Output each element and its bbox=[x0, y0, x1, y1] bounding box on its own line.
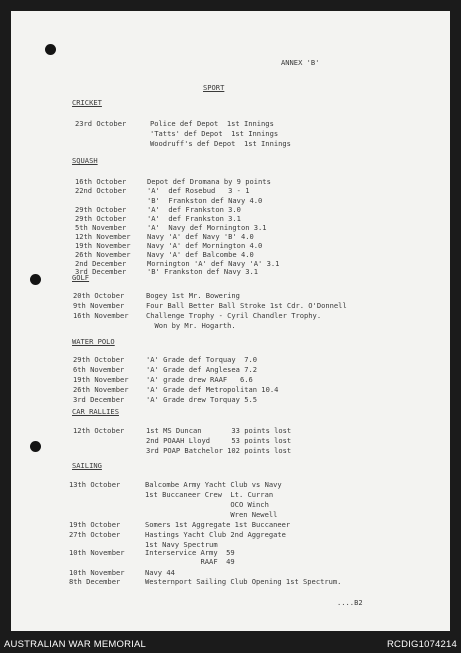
squash-row-result: 'A' Navy def Mornington 3.1 bbox=[147, 223, 267, 232]
punch-hole-bottom bbox=[30, 441, 41, 452]
golf-row-date: 9th November bbox=[73, 301, 125, 310]
car-rallies-heading: CAR RALLIES bbox=[72, 407, 119, 416]
cricket-row-date: 23rd October bbox=[75, 119, 127, 128]
golf-row-date: 16th November bbox=[73, 311, 129, 320]
water-polo-row-date: 19th November bbox=[73, 375, 129, 384]
water-polo-row-date: 26th November bbox=[73, 385, 129, 394]
squash-row-result: Depot def Dromana by 9 points bbox=[147, 177, 271, 186]
golf-row-date: 20th October bbox=[73, 291, 125, 300]
punch-hole-middle bbox=[30, 274, 41, 285]
squash-row-date: 19th November bbox=[75, 241, 131, 250]
cricket-row-result: Police def Depot 1st Innings bbox=[150, 119, 274, 128]
squash-row-result: Navy 'A' def Navy 'B' 4.0 bbox=[147, 232, 254, 241]
sailing-row-date: 19th October bbox=[69, 520, 121, 529]
squash-row-date: 16th October bbox=[75, 177, 127, 186]
sailing-row-date: 27th October bbox=[69, 530, 121, 539]
car-rallies-row-result: 2nd POAAH Lloyd 53 points lost bbox=[146, 436, 292, 445]
squash-row-date: 12th November bbox=[75, 232, 131, 241]
squash-row-date: 29th October bbox=[75, 214, 127, 223]
sailing-row-date: 10th November bbox=[69, 568, 125, 577]
cricket-heading: CRICKET bbox=[72, 98, 102, 107]
squash-row-result: Navy 'A' def Mornington 4.0 bbox=[147, 241, 263, 250]
water-polo-row-result: 'A' Grade drew Torquay 5.5 bbox=[146, 395, 258, 404]
sailing-row-result: OCO Winch bbox=[145, 500, 269, 509]
squash-row-result: 'A' def Frankston 3.1 bbox=[147, 214, 241, 223]
water-polo-row-result: 'A' grade drew RAAF 6.6 bbox=[146, 375, 253, 384]
sailing-heading: SAILING bbox=[72, 461, 102, 470]
footer-bar bbox=[0, 636, 461, 653]
water-polo-row-date: 6th November bbox=[73, 365, 125, 374]
annex-label: ANNEX 'B' bbox=[281, 58, 320, 67]
page-title: SPORT bbox=[203, 83, 225, 92]
car-rallies-row-result: 1st MS Duncan 33 points lost bbox=[146, 426, 292, 435]
page-reference: ....B2 bbox=[337, 598, 363, 607]
squash-row-date: 22nd October bbox=[75, 186, 127, 195]
sailing-row-result: Hastings Yacht Club 2nd Aggregate bbox=[145, 530, 286, 539]
cricket-row-result: Woodruff's def Depot 1st Innings bbox=[150, 139, 291, 148]
golf-row-result: Challenge Trophy - Cyril Chandler Trophy. bbox=[146, 311, 322, 320]
sailing-row-date: 10th November bbox=[69, 548, 125, 557]
sailing-row-date: 8th December bbox=[69, 577, 121, 586]
sailing-row-date: 13th October bbox=[69, 480, 121, 489]
squash-row-result: Navy 'A' def Balcombe 4.0 bbox=[147, 250, 254, 259]
sailing-row-result: Westernport Sailing Club Opening 1st Spectrum. bbox=[145, 577, 342, 586]
cricket-row-result: 'Tatts' def Depot 1st Innings bbox=[150, 129, 279, 138]
squash-row-date: 26th November bbox=[75, 250, 131, 259]
squash-row-date: 5th November bbox=[75, 223, 127, 232]
sailing-row-result: 1st Buccaneer Crew Lt. Curran bbox=[145, 490, 274, 499]
water-polo-row-result: 'A' Grade def Torquay 7.0 bbox=[146, 355, 258, 364]
golf-row-result: Bogey 1st Mr. Bowering bbox=[146, 291, 240, 300]
squash-row-result: 'B' Frankston def Navy 4.0 bbox=[147, 196, 263, 205]
car-rallies-row-date: 12th October bbox=[73, 426, 125, 435]
sailing-row-result: Interservice Army 59 bbox=[145, 548, 235, 557]
sailing-row-result: RAAF 49 bbox=[145, 557, 235, 566]
water-polo-row-date: 29th October bbox=[73, 355, 125, 364]
squash-row-date: 3rd December bbox=[75, 267, 127, 276]
squash-row-result: 'B' Frankston def Navy 3.1 bbox=[147, 267, 259, 276]
footer-record-id: RCDIG1074214 bbox=[387, 639, 457, 650]
car-rallies-row-result: 3rd POAP Batchelor 102 points lost bbox=[146, 446, 292, 455]
water-polo-heading: WATER POLO bbox=[72, 337, 115, 346]
footer-source: AUSTRALIAN WAR MEMORIAL bbox=[4, 639, 147, 650]
squash-row-date: 2nd December bbox=[75, 259, 127, 268]
sailing-row-result: Somers 1st Aggregate 1st Buccaneer bbox=[145, 520, 291, 529]
water-polo-row-date: 3rd December bbox=[73, 395, 125, 404]
squash-row-result: Mornington 'A' def Navy 'A' 3.1 bbox=[147, 259, 280, 268]
sailing-row-result: Wren Newell bbox=[145, 510, 278, 519]
water-polo-row-result: 'A' Grade def Anglesea 7.2 bbox=[146, 365, 258, 374]
water-polo-row-result: 'A' Grade def Metropolitan 10.4 bbox=[146, 385, 279, 394]
sailing-row-result: Balcombe Army Yacht Club vs Navy bbox=[145, 480, 282, 489]
squash-row-result: 'A' def Frankston 3.0 bbox=[147, 205, 241, 214]
squash-heading: SQUASH bbox=[72, 156, 98, 165]
squash-row-result: 'A' def Rosebud 3 - 1 bbox=[147, 186, 250, 195]
sailing-row-result: 1st Navy Spectrum bbox=[145, 540, 218, 549]
squash-row-date: 29th October bbox=[75, 205, 127, 214]
sailing-row-result: Navy 44 bbox=[145, 568, 175, 577]
golf-row-result: Four Ball Better Ball Stroke 1st Cdr. O'Donnell bbox=[146, 301, 347, 310]
golf-row-result: Won by Mr. Hogarth. bbox=[146, 321, 236, 330]
golf-heading: GOLF bbox=[72, 273, 90, 282]
punch-hole-top bbox=[45, 44, 56, 55]
